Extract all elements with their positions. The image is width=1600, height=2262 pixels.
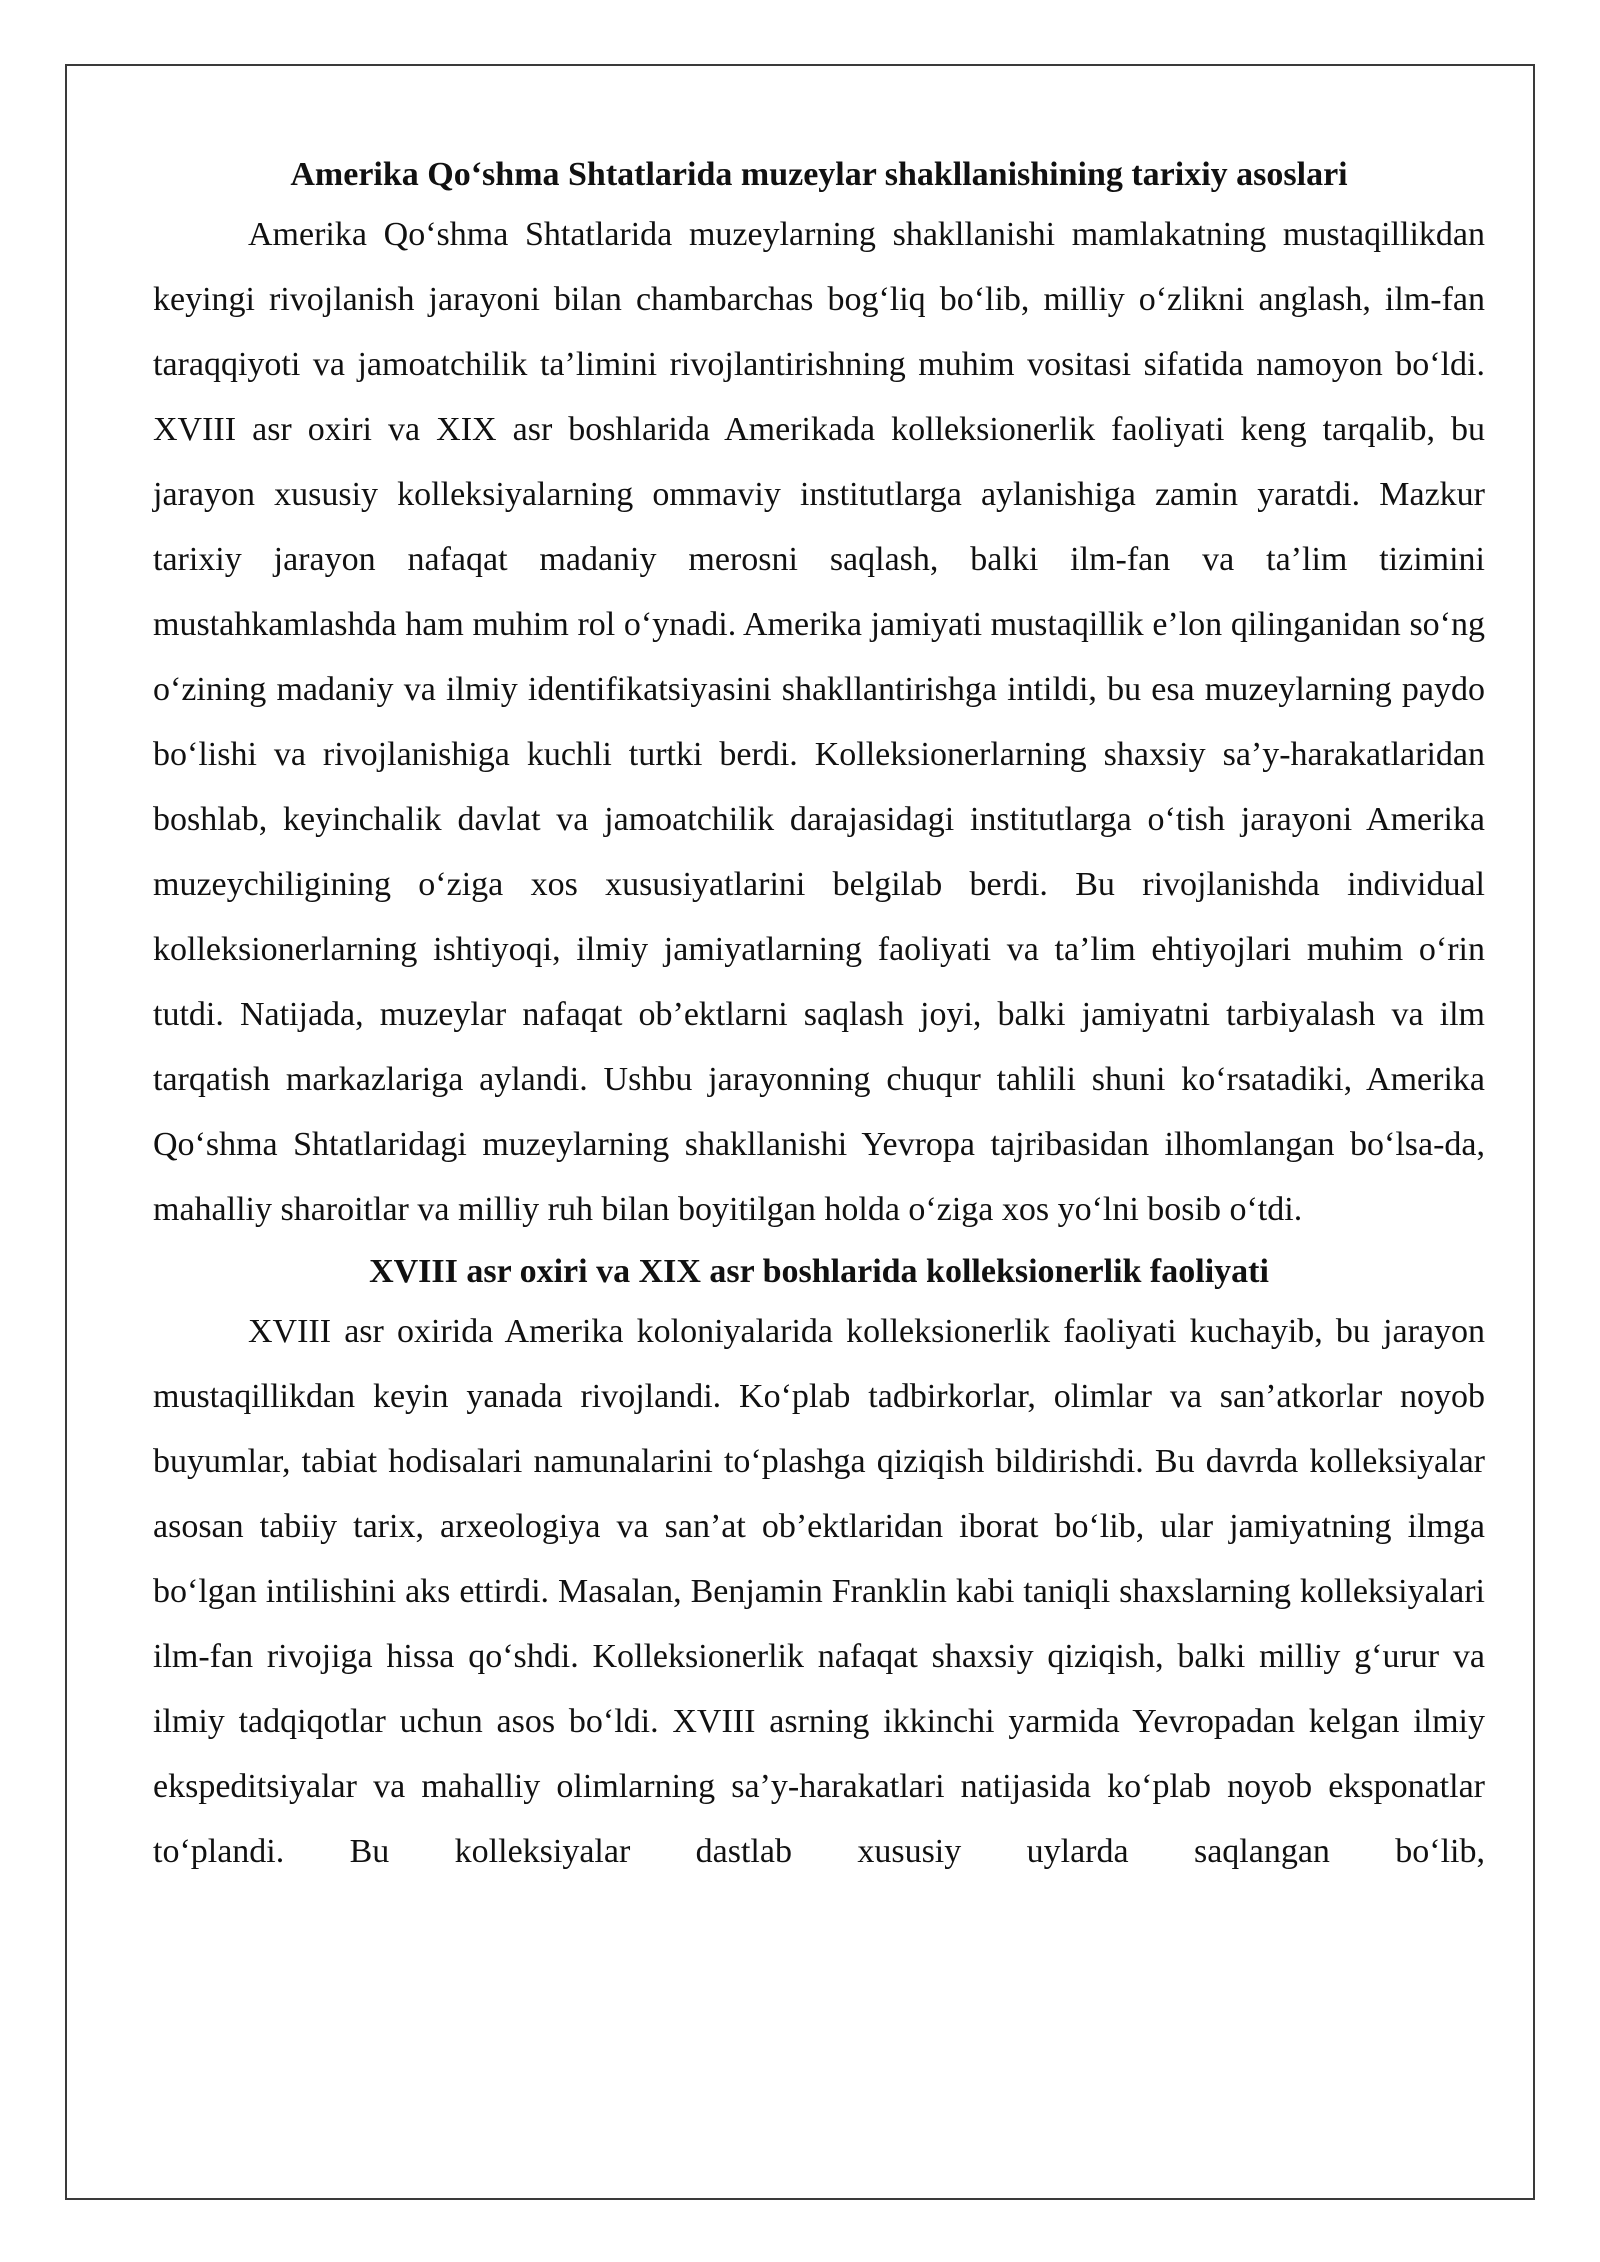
document-body [153, 147, 1485, 1884]
section-subtitle: XVIII asr oxiri va XIX asr boshlarida kolleksionerlik faoliyati [369, 1253, 1269, 1290]
paragraph-1: Amerika Qo‘shma Shtatlarida muzeylarning shakllanishi mamlakatning mustaqillikdan keyingi rivojlanish jarayoni bilan chambarchas bog‘liq bo‘lib, milliy o‘zlikni anglash, ilm-fan taraqqiyoti va jamoatchilik ta’limini rivojlantirishning muhim vositasi sifatida namoyon bo‘ldi. XVIII asr oxiri va XIX asr boshlarida Amerikada kolleksionerlik faoliyati keng tarqalib, bu jarayon xususiy kolleksiyalarning ommaviy institutlarga aylanishiga zamin yaratdi. Mazkur tarixiy jarayon nafaqat madaniy merosni saqlash, balki ilm-fan va ta’lim tizimini mustahkamlashda ham muhim rol o‘ynadi. Amerika jamiyati mustaqillik e’lon qilinganidan so‘ng o‘zining madaniy va ilmiy identifikatsiyasini shakllantirishga intildi, bu esa muzeylarning paydo bo‘lishi va rivojlanishiga kuchli turtki berdi. Kolleksionerlarning shaxsiy sa’y-harakatlaridan boshlab, keyinchalik davlat va jamoatchilik darajasidagi institutlarga o‘tish jarayoni Amerika muzeychiligining o‘ziga xos xususiyatlarini belgilab berdi. Bu rivojlanishda individual kolleksionerlarning ishtiyoqi, ilmiy jamiyatlarning faoliyati va ta’lim ehtiyojlari muhim o‘rin tutdi. Natijada, muzeylar nafaqat ob’ektlarni saqlash joyi, balki jamiyatni tarbiyalash va ilm tarqatish markazlariga aylandi. Ushbu jarayonning chuqur tahlili shuni ko‘rsatadiki, Amerika Qo‘shma Shtatlaridagi muzeylarning shakllanishi Yevropa tajribasidan ilhomlangan bo‘lsa-da, mahalliy sharoitlar va milliy ruh bilan boyitilgan holda o‘ziga xos yo‘lni bosib o‘tdi. [153, 216, 1485, 1228]
paragraph-2: XVIII asr oxirida Amerika koloniyalarida kolleksionerlik faoliyati kuchayib, bu jarayon mustaqillikdan keyin yanada rivojlandi. Ko‘plab tadbirkorlar, olimlar va san’atkorlar noyob buyumlar, tabiat hodisalari namunalarini to‘plashga qiziqish bildirishdi. Bu davrda kolleksiyalar asosan tabiiy tarix, arxeologiya va san’at ob’ektlaridan iborat bo‘lib, ular jamiyatning ilmga bo‘lgan intilishini aks ettirdi. Masalan, Benjamin Franklin kabi taniqli shaxslarning kolleksiyalari ilm-fan rivojiga hissa qo‘shdi. Kolleksionerlik nafaqat shaxsiy qiziqish, balki milliy g‘urur va ilmiy tadqiqotlar uchun asos bo‘ldi. XVIII asrning ikkinchi yarmida Yevropadan kelgan ilmiy ekspeditsiyalar va mahalliy olimlarning sa’y-harakatlari natijasida ko‘plab noyob eksponatlar to‘plandi. Bu kolleksiyalar dastlab xususiy uylarda saqlangan bo‘lib, [153, 1313, 1485, 1870]
document-title: Amerika Qo‘shma Shtatlarida muzeylar shakllanishining tarixiy asoslari [290, 156, 1348, 193]
